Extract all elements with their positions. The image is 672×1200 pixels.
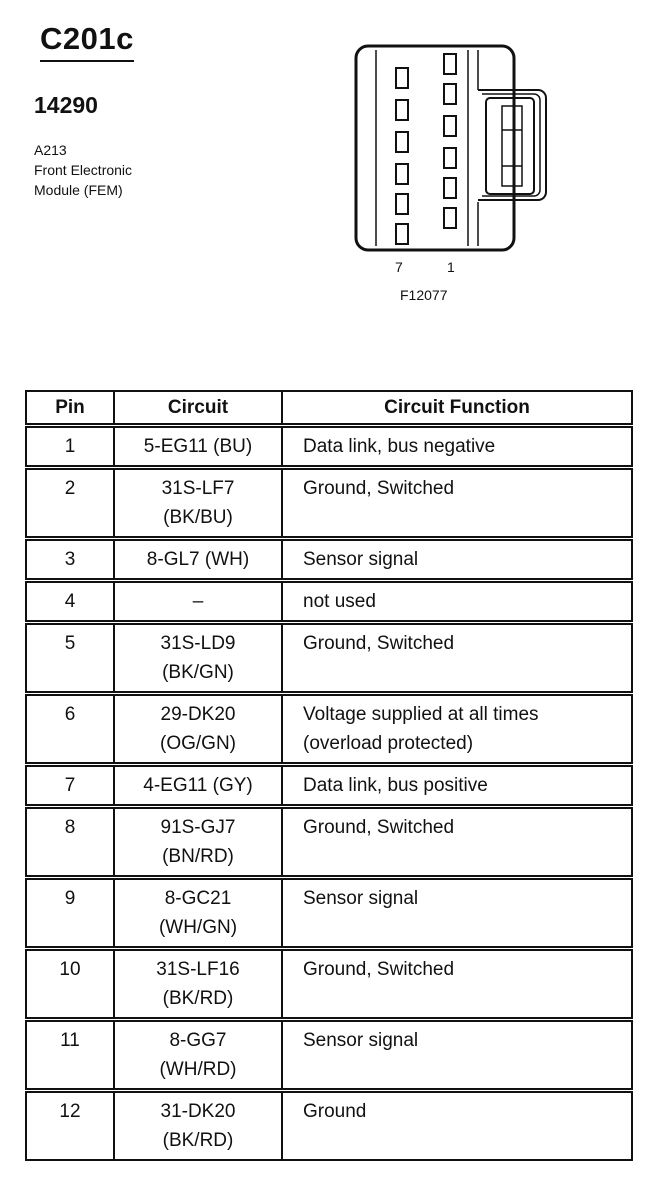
table-row: [26, 539, 632, 581]
circuit-line: (BK/BU): [163, 507, 233, 528]
pin-number: 9: [26, 878, 114, 949]
circuit-line: 8-GG7: [169, 1030, 227, 1051]
circuit-line: (WH/RD): [159, 1059, 237, 1080]
pin-number: 12: [26, 1091, 114, 1161]
function-cell: [282, 581, 632, 623]
circuit-cell: [114, 539, 282, 581]
table-row: [26, 878, 632, 949]
table-row: [26, 949, 632, 1020]
table-row: [26, 694, 632, 765]
function-line: (overload protected): [303, 733, 474, 754]
function-cell: [282, 694, 632, 765]
function-cell: [282, 426, 632, 468]
circuit-line: 31-DK20: [160, 1101, 236, 1122]
circuit-line: 31S-LD9: [160, 633, 236, 654]
function-line: Sensor signal: [303, 549, 419, 570]
pin-label-7: 7: [395, 259, 403, 275]
circuit-line: 4-EG11 (GY): [143, 775, 253, 796]
circuit-line: 8-GC21: [164, 888, 232, 909]
table-row: [26, 765, 632, 807]
circuit-line: (BK/RD): [162, 988, 234, 1009]
function-cell: [282, 1091, 632, 1161]
table-row: [26, 1091, 632, 1161]
circuit-cell: [114, 878, 282, 949]
function-line: Ground: [303, 1101, 367, 1122]
function-cell: [282, 878, 632, 949]
pin-number: 11: [26, 1020, 114, 1091]
table-row: [26, 1020, 632, 1091]
header-circuit: Circuit: [114, 391, 282, 426]
circuit-cell: [114, 426, 282, 468]
circuit-cell: [114, 949, 282, 1020]
locking-tab: [478, 90, 546, 200]
function-line: Data link, bus negative: [303, 436, 496, 457]
connector-face-diagram: [350, 42, 550, 256]
table-row: [26, 807, 632, 878]
function-line: Ground, Switched: [303, 633, 455, 654]
circuit-line: (BN/RD): [162, 846, 234, 867]
figure-reference: F12077: [400, 287, 448, 303]
component-code: A213: [34, 142, 67, 158]
function-line: Ground, Switched: [303, 478, 455, 499]
function-line: Sensor signal: [303, 888, 419, 909]
circuit-cell: [114, 1091, 282, 1161]
function-cell: [282, 539, 632, 581]
table-row: [26, 426, 632, 468]
function-line: not used: [303, 591, 376, 612]
pin-number: 6: [26, 694, 114, 765]
component-name-line2: Module (FEM): [34, 182, 123, 198]
function-line: Data link, bus positive: [303, 775, 488, 796]
circuit-cell: [114, 765, 282, 807]
function-cell: [282, 623, 632, 694]
table-header-row: [26, 391, 632, 426]
circuit-line: –: [192, 591, 204, 612]
pin-number: 2: [26, 468, 114, 539]
table-row: [26, 623, 632, 694]
function-cell: [282, 1020, 632, 1091]
function-cell: [282, 807, 632, 878]
circuit-line: (OG/GN): [160, 733, 236, 754]
circuit-line: 31S-LF16: [156, 959, 240, 980]
function-cell: [282, 949, 632, 1020]
circuit-line: (WH/GN): [158, 917, 238, 938]
component-name-line1: Front Electronic: [34, 162, 133, 178]
pin-number: 1: [26, 426, 114, 468]
function-line: Voltage supplied at all times: [303, 704, 539, 725]
table-row: [26, 581, 632, 623]
function-line: Ground, Switched: [303, 817, 455, 838]
cavity-column-left: [396, 68, 408, 244]
circuit-line: 31S-LF7: [161, 478, 235, 499]
circuit-line: 8-GL7 (WH): [146, 549, 250, 570]
part-number: 14290: [34, 92, 98, 118]
pin-number: 8: [26, 807, 114, 878]
circuit-line: (BK/GN): [162, 662, 234, 683]
function-line: Ground, Switched: [303, 959, 455, 980]
circuit-cell: [114, 581, 282, 623]
circuit-line: (BK/RD): [162, 1130, 234, 1151]
cavity-column-right: [444, 54, 456, 228]
header-pin: Pin: [26, 391, 114, 426]
circuit-cell: [114, 623, 282, 694]
header-circuit-function: Circuit Function: [282, 391, 632, 426]
connector-id: C201c: [40, 22, 134, 62]
pin-number: 10: [26, 949, 114, 1020]
pin-number: 4: [26, 581, 114, 623]
connector-housing: [356, 46, 514, 250]
circuit-cell: [114, 1020, 282, 1091]
function-cell: [282, 468, 632, 539]
pin-number: 3: [26, 539, 114, 581]
circuit-cell: [114, 694, 282, 765]
circuit-line: 91S-GJ7: [160, 817, 236, 838]
pin-label-1: 1: [447, 259, 455, 275]
table-row: [26, 468, 632, 539]
pinout-table: [25, 390, 633, 1161]
circuit-cell: [114, 468, 282, 539]
function-cell: [282, 765, 632, 807]
function-line: Sensor signal: [303, 1030, 419, 1051]
pin-number: 7: [26, 765, 114, 807]
pin-number: 5: [26, 623, 114, 694]
circuit-line: 5-EG11 (BU): [143, 436, 253, 457]
circuit-line: 29-DK20: [160, 704, 236, 725]
circuit-cell: [114, 807, 282, 878]
